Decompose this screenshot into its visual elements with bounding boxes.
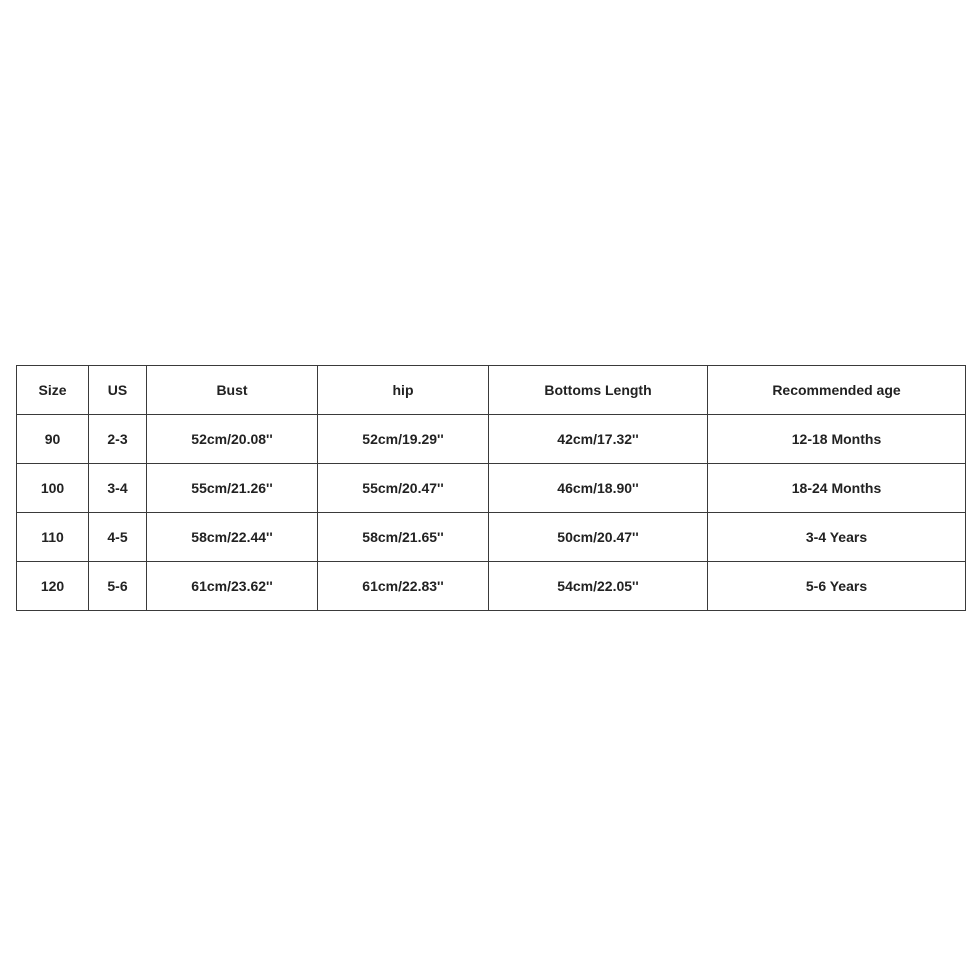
cell-size: 110 <box>17 513 89 562</box>
table-row <box>17 415 966 464</box>
cell-recommended-age: 3-4 Years <box>708 513 966 562</box>
header-hip: hip <box>318 366 489 415</box>
cell-bust: 52cm/20.08'' <box>147 415 318 464</box>
size-chart-table <box>16 365 966 611</box>
cell-bottoms-length: 46cm/18.90'' <box>489 464 708 513</box>
cell-bust: 58cm/22.44'' <box>147 513 318 562</box>
header-recommended-age: Recommended age <box>708 366 966 415</box>
header-size: Size <box>17 366 89 415</box>
cell-bust: 55cm/21.26'' <box>147 464 318 513</box>
cell-size: 90 <box>17 415 89 464</box>
cell-us: 3-4 <box>89 464 147 513</box>
cell-bottoms-length: 42cm/17.32'' <box>489 415 708 464</box>
cell-bottoms-length: 54cm/22.05'' <box>489 562 708 611</box>
cell-hip: 52cm/19.29'' <box>318 415 489 464</box>
cell-us: 2-3 <box>89 415 147 464</box>
header-bottoms-length: Bottoms Length <box>489 366 708 415</box>
cell-us: 5-6 <box>89 562 147 611</box>
cell-recommended-age: 12-18 Months <box>708 415 966 464</box>
table-row <box>17 464 966 513</box>
cell-size: 120 <box>17 562 89 611</box>
cell-bust: 61cm/23.62'' <box>147 562 318 611</box>
cell-hip: 58cm/21.65'' <box>318 513 489 562</box>
cell-recommended-age: 5-6 Years <box>708 562 966 611</box>
cell-size: 100 <box>17 464 89 513</box>
header-us: US <box>89 366 147 415</box>
table-header-row <box>17 366 966 415</box>
table-row <box>17 513 966 562</box>
table-row <box>17 562 966 611</box>
cell-recommended-age: 18-24 Months <box>708 464 966 513</box>
cell-bottoms-length: 50cm/20.47'' <box>489 513 708 562</box>
cell-us: 4-5 <box>89 513 147 562</box>
cell-hip: 55cm/20.47'' <box>318 464 489 513</box>
cell-hip: 61cm/22.83'' <box>318 562 489 611</box>
header-bust: Bust <box>147 366 318 415</box>
